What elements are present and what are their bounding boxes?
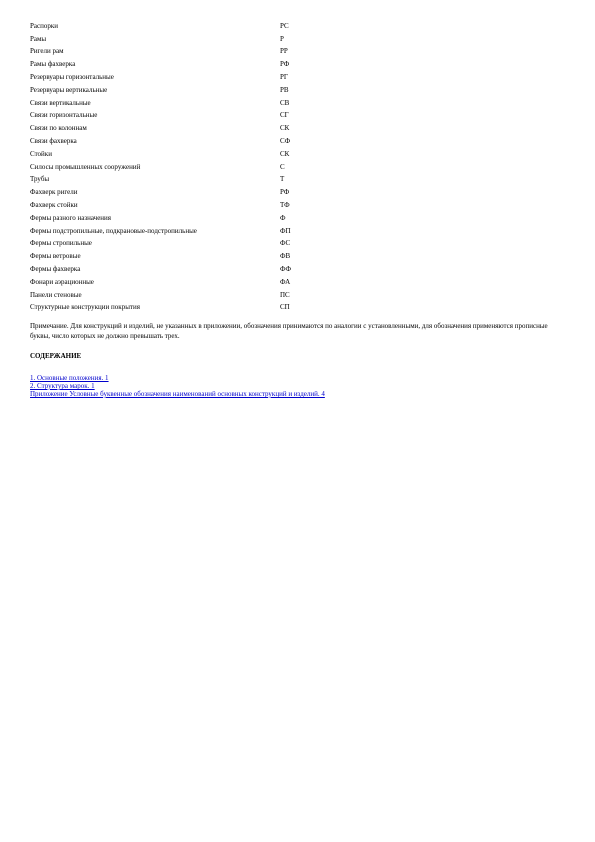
structure-code: ФА bbox=[280, 277, 291, 286]
structure-code: СП bbox=[280, 303, 290, 312]
structure-name: Связи по колоннам bbox=[30, 124, 87, 133]
structure-name: Фонари аэрационные bbox=[30, 277, 94, 286]
structure-code: СФ bbox=[280, 137, 291, 146]
structure-name: Связи фахверка bbox=[30, 137, 77, 146]
structure-code: СК bbox=[280, 149, 290, 158]
structure-code: ФФ bbox=[280, 265, 292, 274]
structure-name: Резервуары вертикальные bbox=[30, 85, 108, 94]
table-row bbox=[30, 212, 330, 225]
structure-name: Фермы подстропильные, подкрановые-подстропильные bbox=[30, 226, 197, 235]
structure-name: Фахверк стойки bbox=[30, 201, 78, 210]
table-row bbox=[30, 199, 330, 212]
table-row bbox=[30, 33, 330, 46]
table-row bbox=[30, 250, 330, 263]
table-row bbox=[30, 289, 330, 302]
structure-name: Силосы промышленных сооружений bbox=[30, 162, 141, 171]
table-row bbox=[30, 20, 330, 33]
designation-table bbox=[30, 20, 330, 314]
table-row bbox=[30, 110, 330, 123]
structure-code: Р bbox=[280, 34, 284, 43]
table-row bbox=[30, 225, 330, 238]
structure-code: СГ bbox=[280, 111, 289, 120]
table-row bbox=[30, 302, 330, 315]
table-row bbox=[30, 161, 330, 174]
structure-name: Резервуары горизонтальные bbox=[30, 73, 114, 82]
structure-code: ТФ bbox=[280, 201, 290, 210]
table-row bbox=[30, 97, 330, 110]
structure-name: Фермы стропильные bbox=[30, 239, 92, 248]
table-row bbox=[30, 186, 330, 199]
structure-name: Распорки bbox=[30, 21, 58, 30]
structure-code: СВ bbox=[280, 98, 290, 107]
structure-code: ФП bbox=[280, 226, 291, 235]
structure-code: СК bbox=[280, 124, 290, 133]
structure-code: Ф bbox=[280, 213, 286, 222]
structure-name: Рамы bbox=[30, 34, 47, 43]
table-row bbox=[30, 46, 330, 59]
table-row bbox=[30, 58, 330, 71]
table-row bbox=[30, 84, 330, 97]
table-row bbox=[30, 238, 330, 251]
toc-link-appendix[interactable]: Приложение Условные буквенные обозначения наименований основных конструкций и изделий. 4 bbox=[30, 390, 325, 398]
table-row bbox=[30, 148, 330, 161]
toc-item bbox=[30, 374, 325, 382]
structure-code: РФ bbox=[280, 188, 290, 197]
structure-name: Ригели рам bbox=[30, 47, 64, 56]
structure-name: Рамы фахверка bbox=[30, 60, 76, 69]
table-of-contents bbox=[30, 374, 325, 398]
table-row bbox=[30, 135, 330, 148]
note-paragraph: Примечание. Для конструкций и изделий, не указанных в приложении, обозначения принимаются по аналогии с установленными, для обозначения применяются прописные буквы, число которых не должно превышать трех. bbox=[30, 322, 548, 340]
structure-code: РС bbox=[280, 21, 289, 30]
structure-code: РР bbox=[280, 47, 288, 56]
structure-name: Фермы фахверка bbox=[30, 265, 81, 274]
table-row bbox=[30, 263, 330, 276]
structure-name: Фахверк ригели bbox=[30, 188, 78, 197]
toc-link-mark-structure[interactable]: 2. Структура марок. 1 bbox=[30, 382, 95, 390]
structure-code: РВ bbox=[280, 85, 289, 94]
structure-name: Связи вертикальные bbox=[30, 98, 91, 107]
structure-code: ФВ bbox=[280, 252, 291, 261]
structure-name: Фермы разного назначения bbox=[30, 213, 112, 222]
structure-code: Т bbox=[280, 175, 285, 184]
structure-code: С bbox=[280, 162, 285, 171]
table-row bbox=[30, 122, 330, 135]
structure-code: ПС bbox=[280, 290, 290, 299]
toc-item bbox=[30, 382, 325, 390]
structure-name: Трубы bbox=[30, 175, 50, 184]
toc-link-basic-provisions[interactable]: 1. Основные положения. 1 bbox=[30, 374, 109, 382]
structure-name: Панели стеновые bbox=[30, 290, 82, 299]
structure-code: РГ bbox=[280, 73, 288, 82]
structure-code: ФС bbox=[280, 239, 291, 248]
table-row bbox=[30, 174, 330, 187]
toc-heading: СОДЕРЖАНИЕ bbox=[30, 352, 82, 360]
structure-name: Фермы ветровые bbox=[30, 252, 81, 261]
structure-name: Структурные конструкции покрытия bbox=[30, 303, 140, 312]
structure-code: РФ bbox=[280, 60, 290, 69]
structure-name: Стойки bbox=[30, 149, 52, 158]
toc-item bbox=[30, 390, 325, 398]
table-row bbox=[30, 276, 330, 289]
table-row bbox=[30, 71, 330, 84]
structure-name: Связи горизонтальные bbox=[30, 111, 98, 120]
